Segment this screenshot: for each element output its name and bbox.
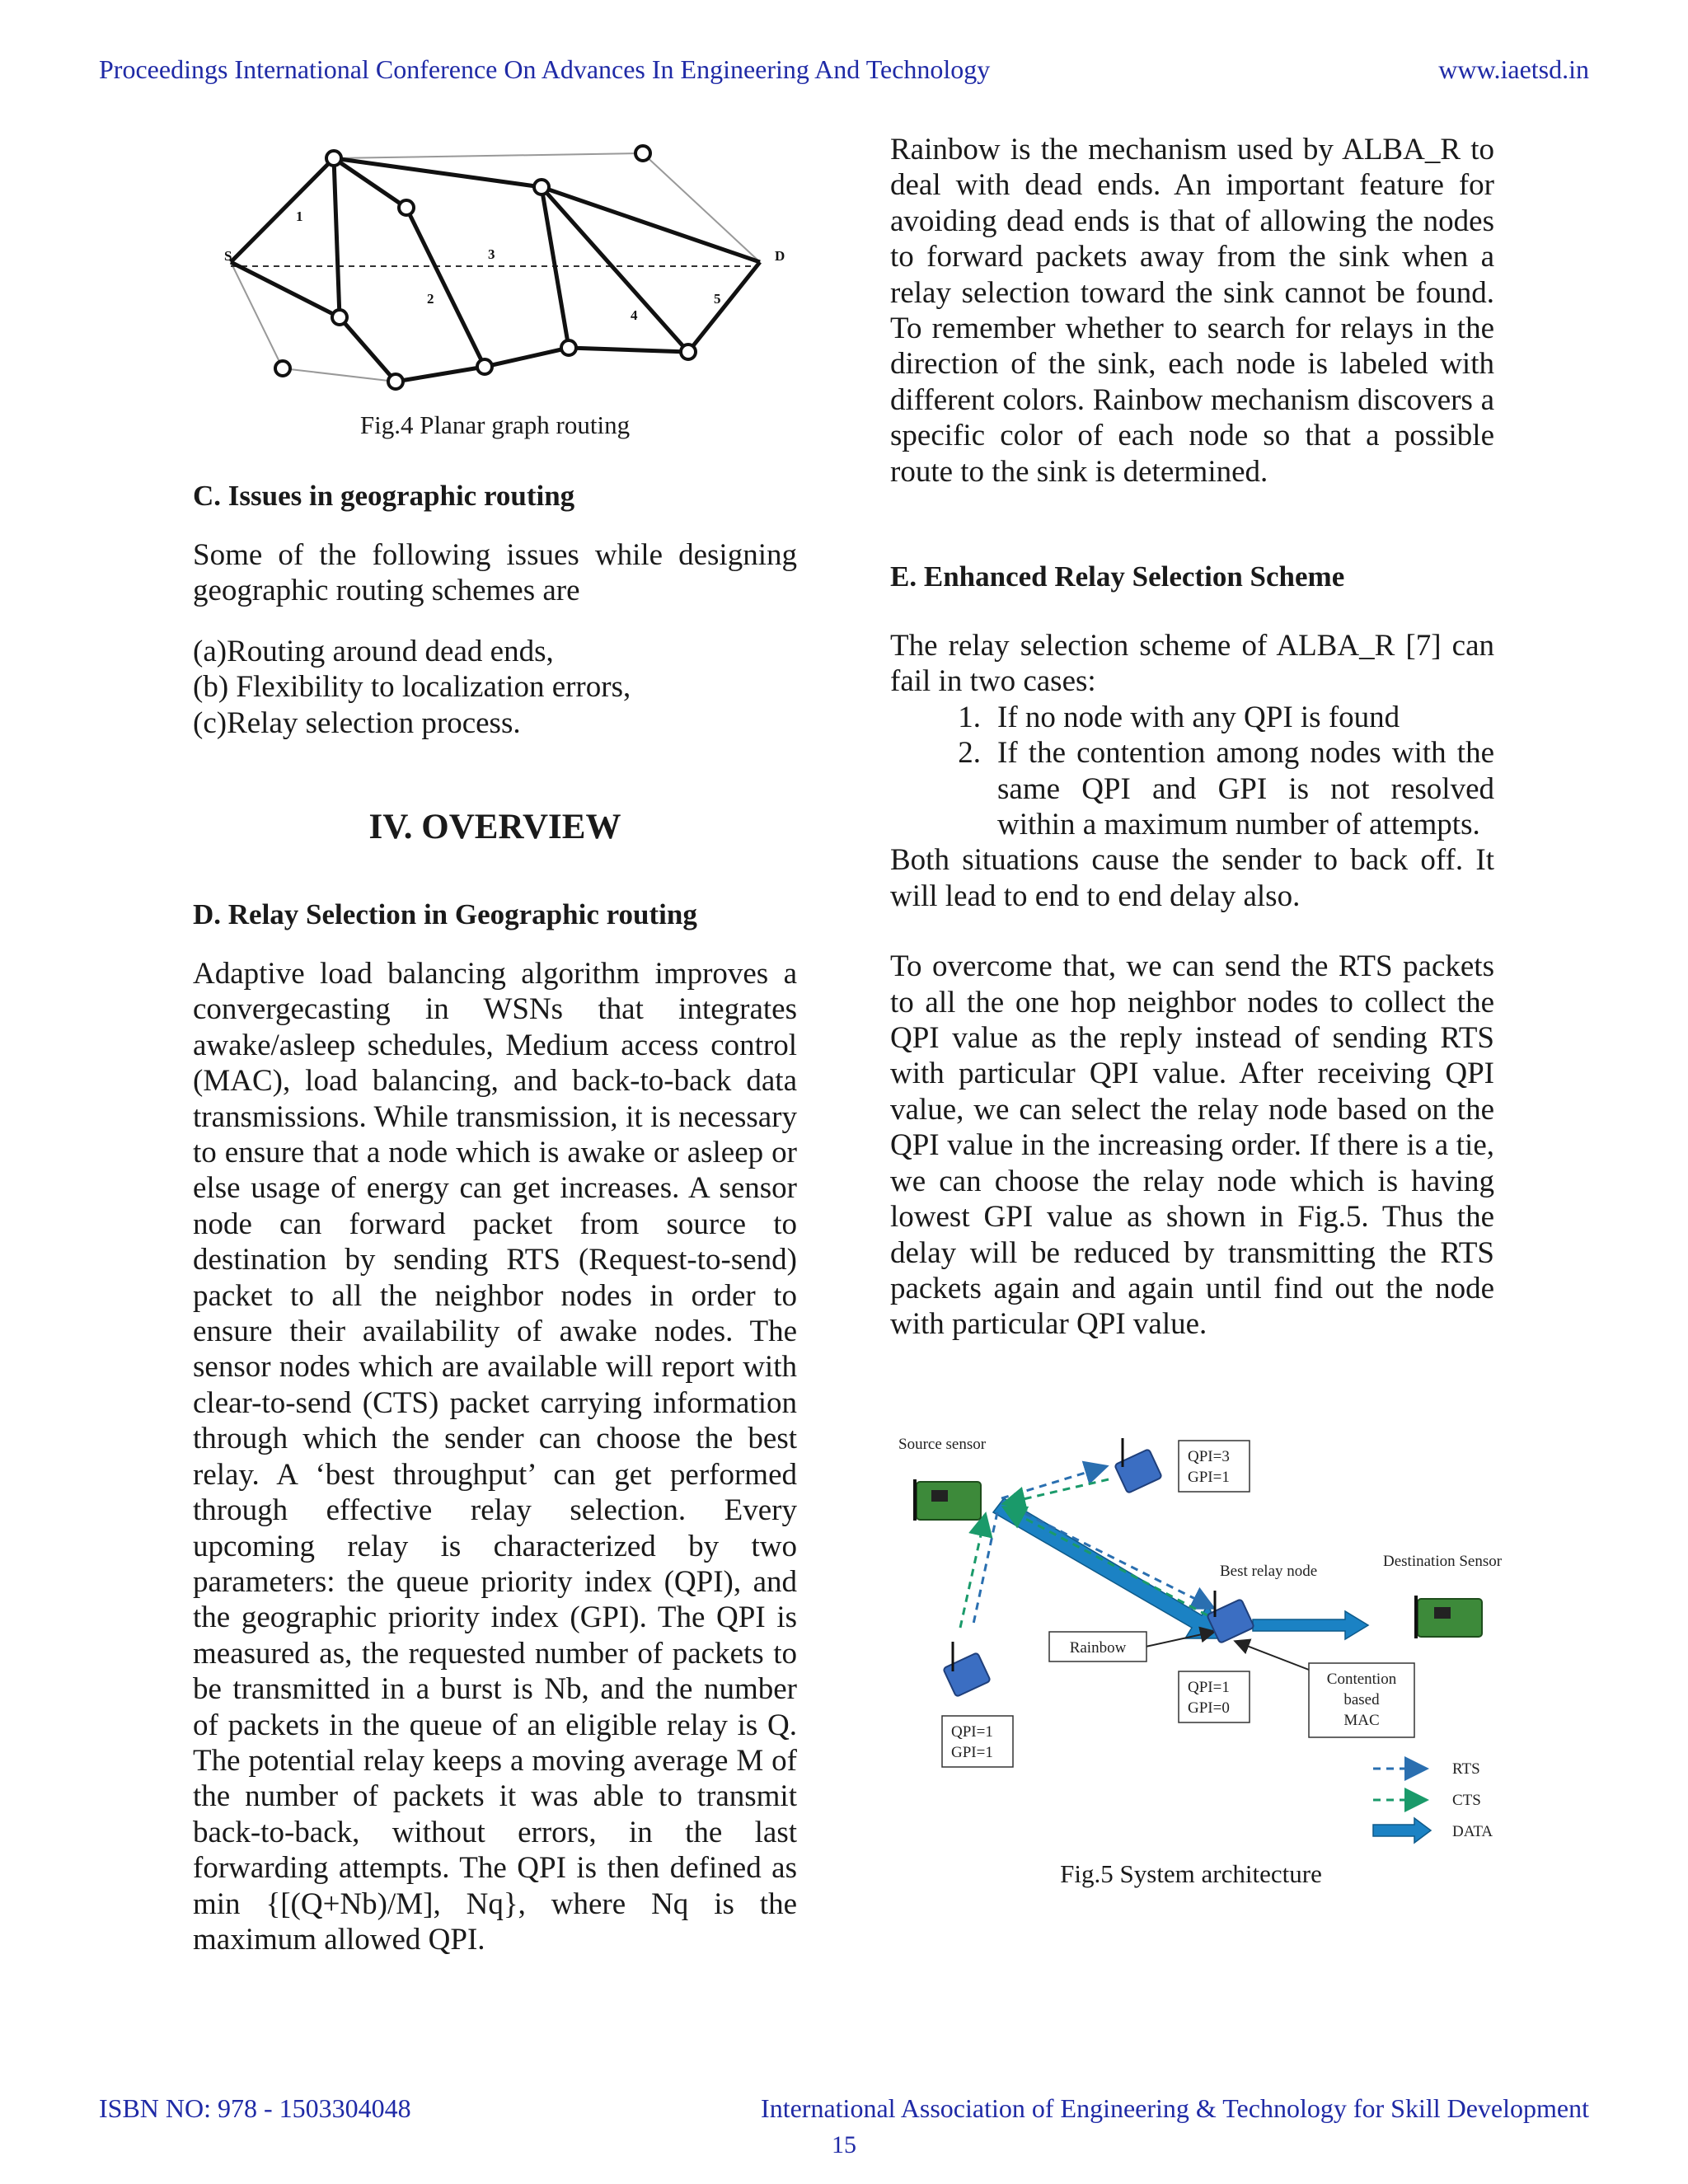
- section-e-paragraph2: To overcome that, we can send the RTS packets to all the one hop neighbor nodes to collect the QPI value as the reply instead of sending RTS with particular QPI value. After receiving QPI value, we can select the relay node based on the QPI value in the increasing order. If there is a tie, we can choose the relay node which is having lowest GPI value as shown in Fig.5. Thus the delay will be reduced by transmitting the RTS packets again and again until find out the node with particular QPI value.: [890, 949, 1494, 1342]
- fig5-contention-line: Contention: [1326, 1671, 1397, 1688]
- fig5-contention-line: based: [1343, 1691, 1380, 1708]
- list-item-text: If no node with any QPI is found: [997, 700, 1400, 734]
- fig5-box-top-qpi: QPI=3: [1188, 1448, 1230, 1465]
- fig4-edge-label: 1: [296, 209, 303, 224]
- fig4-node: [681, 344, 696, 359]
- fig5-source-sensor: [915, 1479, 981, 1521]
- list-item-text: If the contention among nodes with the same QPI and GPI is not resolved within a maximum number of attempts.: [997, 736, 1494, 842]
- rainbow-section: [890, 132, 1494, 490]
- footer-association: International Association of Engineering & Technology for Skill Development: [761, 2093, 1589, 2123]
- page-number: 15: [832, 2131, 856, 2158]
- section-e-list: [890, 700, 1494, 843]
- list-item: [948, 700, 1494, 735]
- list-item: [948, 735, 1494, 842]
- fig5-box-mid-gpi: GPI=0: [1188, 1699, 1230, 1717]
- fig5-box-mid-qpi: QPI=1: [1188, 1679, 1230, 1696]
- footer-isbn: ISBN NO: 978 - 1503304048: [99, 2093, 411, 2123]
- header-conference-title: Proceedings International Conference On Advances In Engineering And Technology: [99, 54, 991, 84]
- section-c-item: (b) Flexibility to localization errors,: [193, 670, 631, 705]
- fig5-destination-label: Destination Sensor: [1383, 1553, 1503, 1570]
- section-c-intro: Some of the following issues while designing geographic routing schemes are: [193, 538, 797, 608]
- fig5-source-label: Source sensor: [898, 1436, 987, 1453]
- rainbow-paragraph: Rainbow is the mechanism used by ALBA_R to deal with dead ends. An important feature for avoiding dead ends is that of allowing the nodes to forward packets away from the sink when a relay selection toward the sink cannot be found. To remember whether to search for relays in the direction of the sink, each node is labeled with different colors. Rainbow mechanism discovers a specific color of each node so that a possible route to the sink is determined.: [890, 133, 1494, 489]
- fig4-edge-label: 3: [488, 246, 495, 262]
- fig4-caption: Fig.4 Planar graph routing: [359, 410, 631, 439]
- list-item-number: 1.: [958, 700, 981, 734]
- fig4-label-source: S: [224, 248, 232, 264]
- fig5-caption: Fig.5 System architecture: [1060, 1859, 1322, 1888]
- fig4-node: [399, 200, 414, 215]
- section-e-intro: The relay selection scheme of ALBA_R [7] can fail in two cases:: [890, 629, 1494, 699]
- fig4-node: [635, 146, 650, 161]
- fig5-left-sensor: [943, 1642, 991, 1697]
- fig4-node: [388, 374, 403, 389]
- fig4-node: [561, 340, 576, 355]
- fig4-planar-graph: [214, 136, 808, 400]
- fig5-best-relay-label: Best relay node: [1220, 1563, 1318, 1580]
- fig5-box-left-qpi: QPI=1: [951, 1723, 993, 1741]
- fig5-legend-cts: CTS: [1452, 1792, 1481, 1809]
- fig4-node: [275, 361, 290, 376]
- list-item-number: 2.: [958, 736, 981, 771]
- section-c-item: (c)Relay selection process.: [193, 705, 521, 740]
- fig4-node: [326, 151, 341, 166]
- fig4-edge-label: 4: [631, 307, 638, 323]
- section-e-after: Both situations cause the sender to back off. It will lead to end to end delay also.: [890, 843, 1494, 913]
- fig5-destination-sensor: [1416, 1596, 1482, 1638]
- section-iv-heading: IV. OVERVIEW: [368, 808, 621, 846]
- section-d-body: [193, 956, 797, 1957]
- fig5-relay-sensor-top: [1114, 1438, 1162, 1493]
- fig4-edge-label: 2: [427, 291, 434, 307]
- section-c-item: (a)Routing around dead ends,: [193, 634, 554, 668]
- fig4-node: [477, 359, 492, 374]
- section-c-heading: C. Issues in geographic routing: [193, 480, 575, 512]
- section-d: [193, 897, 797, 932]
- fig5-box-top-gpi: GPI=1: [1188, 1469, 1230, 1486]
- section-c-body: [193, 537, 797, 741]
- section-d-heading: D. Relay Selection in Geographic routing: [193, 898, 697, 930]
- section-d-paragraph: Adaptive load balancing algorithm improves a convergecasting in WSNs that integrates awake/asleep schedules, Medium access control (MAC), load balancing, and back-to-back data transmissions. While transmission, it is necessary to ensure that a node which is awake or asleep or else usage of energy can get increases. A sensor node can forward packet from source to destination by sending RTS (Request-to-send) packet to all the neighbor nodes in order to ensure their availability of awake nodes. The sensor nodes which are available will report with clear-to-send (CTS) packet carrying information through which the sender can choose the best relay. A ‘best throughput’ can get performed through effective relay selection. Every upcoming relay is characterized by two parameters: the queue priority index (QPI), and the geographic priority index (GPI). The QPI is measured as, the requested number of packets to be transmitted in a burst is Nb, and the number of packets in the queue of an eligible relay is Q. The potential relay keeps a moving average M of the number of packets it was able to transmit back-to-back, without errors, in the last forwarding attempts. The QPI is then defined as min {[(Q+Nb)/M], Nq}, where Nq is the maximum allowed QPI.: [193, 957, 797, 1957]
- section-e: [890, 559, 1494, 594]
- fig5-system-architecture: [890, 1426, 1533, 1846]
- section-e-body: [890, 628, 1494, 1343]
- fig4-node: [534, 180, 549, 194]
- fig5-legend-data: DATA: [1452, 1823, 1493, 1840]
- fig5-contention-line: MAC: [1343, 1712, 1380, 1729]
- fig4-edge-label: 5: [714, 291, 721, 307]
- fig5-box-left-gpi: GPI=1: [951, 1744, 993, 1761]
- section-e-heading: E. Enhanced Relay Selection Scheme: [890, 560, 1345, 593]
- fig5-legend-rts: RTS: [1452, 1760, 1480, 1778]
- fig5-legend: [1373, 1760, 1493, 1843]
- header-website[interactable]: www.iaetsd.in: [1438, 54, 1589, 84]
- fig4-node: [332, 310, 347, 325]
- fig4-label-destination: D: [775, 248, 785, 264]
- section-c: [193, 478, 797, 513]
- fig5-rainbow-box: Rainbow: [1069, 1639, 1127, 1657]
